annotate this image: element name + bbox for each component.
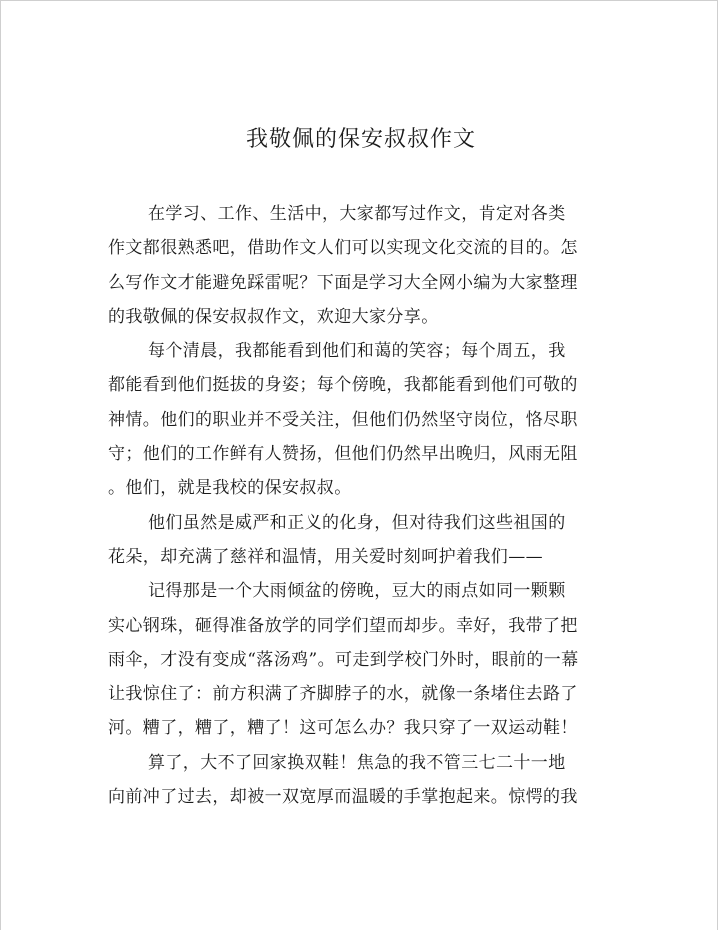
text-line: 的我敬佩的保安叔叔作文，欢迎大家分享。: [108, 306, 439, 327]
text-line: 守；他们的工作鲜有人赞扬，但他们仍然早出晚归，风雨无阻: [108, 444, 578, 465]
text-line: 都能看到他们挺拔的身姿；每个傍晚，我都能看到他们可敬的: [108, 375, 578, 396]
text-line: 作文都很熟悉吧，借助作文人们可以实现文化交流的目的。怎: [108, 238, 578, 259]
text-line: 神情。他们的职业并不受关注，但他们仍然坚守岗位，恪尽职: [108, 409, 578, 430]
text-line: 。他们，就是我校的保安叔叔。: [108, 478, 352, 499]
text-line: 算了，大不了回家换双鞋！焦急的我不管三七二十一地: [148, 752, 566, 773]
text-line: 在学习、工作、生活中，大家都写过作文，肯定对各类: [148, 204, 566, 224]
text-line: 河。糟了，糟了，糟了！这可怎么办？我只穿了一双运动鞋！: [108, 718, 578, 739]
article-body: [108, 197, 614, 814]
text-line: 让我惊住了：前方积满了齐脚脖子的水，就像一条堵住去路了: [108, 684, 578, 705]
text-line: 他们虽然是威严和正义的化身，但对待我们这些祖国的: [148, 512, 566, 533]
text-line: 雨伞，才没有变成“落汤鸡”。可走到学校门外时，眼前的一幕: [108, 649, 579, 670]
text-line: 实心钢珠，砸得准备放学的同学们望而却步。幸好，我带了把: [108, 615, 578, 636]
text-line: 么写作文才能避免踩雷呢？下面是学习大全网小编为大家整理: [108, 272, 578, 293]
text-line: 向前冲了过去，却被一双宽厚而温暖的手掌抱起来。惊愕的我: [108, 787, 578, 808]
text-line: 每个清晨，我都能看到他们和蔼的笑容；每个周五，我: [148, 341, 566, 362]
text-line: 记得那是一个大雨倾盆的傍晚，豆大的雨点如同一颗颗: [148, 581, 566, 602]
text-line: 花朵，却充满了慈祥和温情，用关爱时刻呵护着我们——: [108, 546, 543, 567]
page-title: 我敬佩的保安叔叔作文: [245, 127, 476, 152]
